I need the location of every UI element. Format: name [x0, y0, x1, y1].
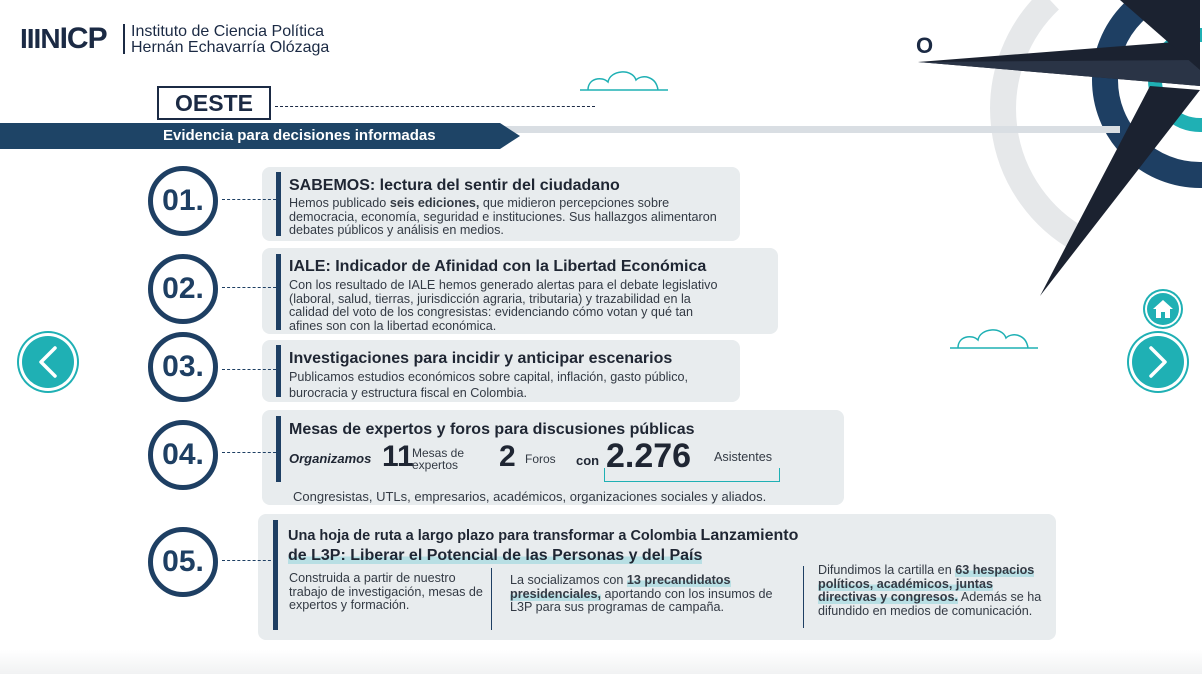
- banner-title: Evidencia para decisiones informadas: [163, 127, 436, 144]
- asistentes-count: 2.276: [606, 437, 692, 475]
- foros-label: Foros: [525, 452, 556, 466]
- card-body-03: Publicamos estudios económicos sobre capital, inflación, gasto público, burocracia y estructura fiscal en Colombia.: [289, 370, 689, 400]
- direction-label: OESTE: [157, 86, 271, 120]
- cloud-icon: [948, 322, 1040, 350]
- number-dash: [222, 199, 276, 200]
- card-bar: [276, 172, 281, 236]
- col2-text: [510, 574, 788, 615]
- number-dash: [222, 369, 276, 370]
- card-title-05: [288, 526, 878, 565]
- logo-bars: IIIN: [20, 23, 60, 54]
- number-dash: [222, 452, 276, 453]
- asistentes-bracket: [604, 468, 780, 482]
- number-badge-01: 01.: [148, 166, 218, 236]
- logo-text: [131, 24, 329, 56]
- col2-pre: La socializamos con: [510, 573, 627, 587]
- chevron-right-icon: [1145, 345, 1171, 379]
- next-button[interactable]: [1132, 336, 1184, 388]
- number-badge-05: 05.: [148, 527, 218, 597]
- column-divider: [491, 568, 492, 630]
- col3-pre: Difundimos la cartilla en: [818, 563, 956, 577]
- mesas-label: Mesas de expertos: [412, 446, 465, 472]
- body-text: Hemos publicado: [289, 196, 390, 210]
- card-title-03: Investigaciones para incidir y anticipar escenarios: [289, 350, 673, 367]
- mesas-count: 11: [382, 440, 414, 473]
- body-text: que midieron percepciones sobre democracia, economía, seguridad e instituciones. Sus hallazgos alimentaron debates públicos y análisis en medios.: [289, 196, 717, 237]
- col2-bold: 13 precandidatos presidenciales,: [510, 573, 731, 601]
- card-bar: [276, 416, 281, 482]
- body-bold: seis ediciones,: [389, 196, 480, 210]
- card-title-01: SABEMOS: lectura del sentir del ciudadano: [289, 177, 620, 194]
- compass-graphic: [900, 0, 1202, 300]
- col2-post: aportando con los insumos de L3P para sus programas de campaña.: [510, 586, 773, 614]
- card-bar: [273, 520, 278, 630]
- organizamos-label: Organizamos: [289, 451, 372, 466]
- logo-mark: ICP: [59, 22, 107, 55]
- col3-bold: 63 hespacios políticos, académicos, juntas directivas y congresos.: [818, 563, 1035, 604]
- logo: [20, 22, 107, 56]
- asistentes-label: Asistentes: [714, 450, 773, 464]
- col3-text: [818, 564, 1050, 618]
- number-badge-04: 04.: [148, 420, 218, 490]
- con-label: con: [576, 453, 600, 468]
- col3-post: Además se ha difundido en medios de comunicación.: [818, 590, 1042, 618]
- foros-count: 2: [499, 440, 516, 473]
- prev-button[interactable]: [22, 336, 74, 388]
- number-dash: [222, 560, 276, 561]
- card-bar: [276, 254, 281, 330]
- banner-line: [500, 126, 1120, 133]
- direction-dash: [275, 106, 595, 107]
- card-title-02: IALE: Indicador de Afinidad con la Libertad Económica: [289, 258, 707, 275]
- card-body-02: Con los resultado de IALE hemos generado alertas para el debate legislativo (laboral, salud, tierras, jurisdicción agraria, tributaria) y trazabilidad en la calidad del voto de los congresistas: evidenciando cómo votan y qué tan afines son con la libertad económica.: [289, 278, 718, 333]
- logo-line1: Instituto de Ciencia Política: [131, 23, 324, 40]
- bottom-shade: [0, 650, 1202, 674]
- number-badge-02: 02.: [148, 254, 218, 324]
- cloud-icon: [578, 66, 670, 92]
- card-title-04: Mesas de expertos y foros para discusiones públicas: [289, 421, 695, 438]
- card-body-01: [289, 197, 729, 238]
- logo-line2: Hernán Echavarría Olózaga: [131, 39, 330, 56]
- chevron-left-icon: [35, 345, 61, 379]
- compass-west-letter: O: [916, 33, 934, 58]
- home-button[interactable]: [1147, 293, 1179, 325]
- title-text: Una hoja de ruta a largo plazo para transformar a Colombia: [288, 528, 701, 544]
- title-highlight: de L3P: Liberar el Potencial de las Personas y del País: [288, 547, 703, 564]
- home-icon: [1152, 299, 1174, 319]
- logo-divider: [123, 24, 125, 54]
- number-badge-03: 03.: [148, 332, 218, 402]
- column-divider: [803, 566, 804, 628]
- title-bold: Lanzamiento: [700, 527, 799, 544]
- audience-text: Congresistas, UTLs, empresarios, académicos, organizaciones sociales y aliados.: [293, 489, 767, 504]
- number-dash: [222, 287, 276, 288]
- card-bar: [276, 345, 281, 397]
- col1-text: Construida a partir de nuestro trabajo de investigación, mesas de expertos y formación.: [289, 571, 483, 612]
